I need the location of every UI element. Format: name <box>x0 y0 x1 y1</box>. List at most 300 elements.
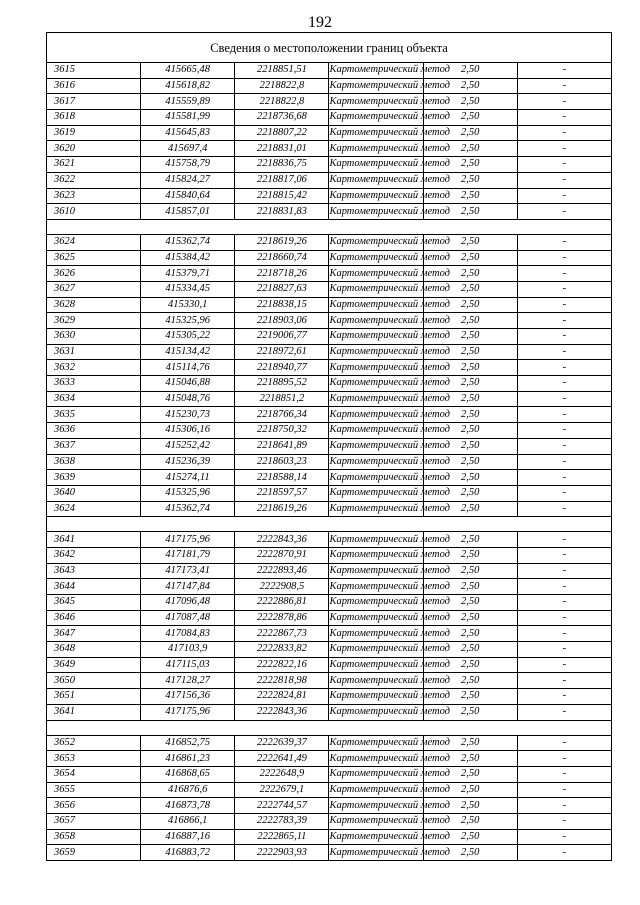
table-row <box>47 610 612 626</box>
table-row <box>47 704 612 720</box>
point-number-cell: 3659 <box>47 845 141 861</box>
description-cell: - <box>517 266 611 282</box>
method-cell: Картометрический метод <box>329 281 423 297</box>
table-row <box>47 266 612 282</box>
table-row <box>47 673 612 689</box>
accuracy-cell: 2,50 <box>423 141 517 157</box>
x-coordinate-cell: 415824,27 <box>141 172 235 188</box>
y-coordinate-cell: 2222865,11 <box>235 829 329 845</box>
separator-cell <box>47 720 612 735</box>
boundary-coordinates-table <box>46 32 612 861</box>
point-number-cell: 3627 <box>47 281 141 297</box>
point-number-cell: 3632 <box>47 360 141 376</box>
x-coordinate-cell: 417103,9 <box>141 642 235 658</box>
description-cell: - <box>517 391 611 407</box>
table-row <box>47 782 612 798</box>
point-number-cell: 3648 <box>47 642 141 658</box>
method-cell: Картометрический метод <box>329 595 423 611</box>
table-row <box>47 485 612 501</box>
table-row <box>47 563 612 579</box>
point-number-cell: 3637 <box>47 438 141 454</box>
description-cell: - <box>517 766 611 782</box>
accuracy-cell: 2,50 <box>423 188 517 204</box>
accuracy-cell: 2,50 <box>423 626 517 642</box>
point-number-cell: 3615 <box>47 63 141 79</box>
method-cell: Картометрический метод <box>329 360 423 376</box>
accuracy-cell: 2,50 <box>423 376 517 392</box>
description-cell: - <box>517 689 611 705</box>
y-coordinate-cell: 2218822,8 <box>235 94 329 110</box>
y-coordinate-cell: 2222783,39 <box>235 813 329 829</box>
y-coordinate-cell: 2222641,49 <box>235 751 329 767</box>
method-cell: Картометрический метод <box>329 423 423 439</box>
y-coordinate-cell: 2222833,82 <box>235 642 329 658</box>
description-cell: - <box>517 485 611 501</box>
table-row <box>47 391 612 407</box>
description-cell: - <box>517 798 611 814</box>
method-cell: Картометрический метод <box>329 735 423 751</box>
description-cell: - <box>517 250 611 266</box>
method-cell: Картометрический метод <box>329 798 423 814</box>
y-coordinate-cell: 2218603,23 <box>235 454 329 470</box>
table-row <box>47 547 612 563</box>
accuracy-cell: 2,50 <box>423 610 517 626</box>
y-coordinate-cell: 2219006,77 <box>235 329 329 345</box>
method-cell: Картометрический метод <box>329 673 423 689</box>
group-separator-row <box>47 720 612 735</box>
point-number-cell: 3635 <box>47 407 141 423</box>
point-number-cell: 3620 <box>47 141 141 157</box>
x-coordinate-cell: 417175,96 <box>141 704 235 720</box>
accuracy-cell: 2,50 <box>423 547 517 563</box>
x-coordinate-cell: 415379,71 <box>141 266 235 282</box>
description-cell: - <box>517 94 611 110</box>
description-cell: - <box>517 329 611 345</box>
table-row <box>47 735 612 751</box>
method-cell: Картометрический метод <box>329 234 423 250</box>
y-coordinate-cell: 2222818,98 <box>235 673 329 689</box>
y-coordinate-cell: 2218851,51 <box>235 63 329 79</box>
table-row <box>47 297 612 313</box>
method-cell: Картометрический метод <box>329 470 423 486</box>
x-coordinate-cell: 415697,4 <box>141 141 235 157</box>
method-cell: Картометрический метод <box>329 563 423 579</box>
method-cell: Картометрический метод <box>329 266 423 282</box>
y-coordinate-cell: 2218851,2 <box>235 391 329 407</box>
table-row <box>47 438 612 454</box>
separator-cell <box>47 219 612 234</box>
page-number: 192 <box>308 14 332 31</box>
table-row <box>47 689 612 705</box>
description-cell: - <box>517 438 611 454</box>
table-row <box>47 532 612 548</box>
y-coordinate-cell: 2222843,36 <box>235 532 329 548</box>
accuracy-cell: 2,50 <box>423 532 517 548</box>
point-number-cell: 3624 <box>47 501 141 517</box>
method-cell: Картометрический метод <box>329 547 423 563</box>
method-cell: Картометрический метод <box>329 813 423 829</box>
x-coordinate-cell: 416868,65 <box>141 766 235 782</box>
method-cell: Картометрический метод <box>329 297 423 313</box>
method-cell: Картометрический метод <box>329 829 423 845</box>
point-number-cell: 3621 <box>47 157 141 173</box>
y-coordinate-cell: 2218641,89 <box>235 438 329 454</box>
x-coordinate-cell: 415857,01 <box>141 204 235 220</box>
description-cell: - <box>517 376 611 392</box>
x-coordinate-cell: 417096,48 <box>141 595 235 611</box>
description-cell: - <box>517 157 611 173</box>
description-cell: - <box>517 642 611 658</box>
y-coordinate-cell: 2218736,68 <box>235 110 329 126</box>
point-number-cell: 3623 <box>47 188 141 204</box>
table-row <box>47 657 612 673</box>
y-coordinate-cell: 2218972,61 <box>235 344 329 360</box>
x-coordinate-cell: 416887,16 <box>141 829 235 845</box>
y-coordinate-cell: 2222867,73 <box>235 626 329 642</box>
method-cell: Картометрический метод <box>329 188 423 204</box>
method-cell: Картометрический метод <box>329 125 423 141</box>
accuracy-cell: 2,50 <box>423 470 517 486</box>
accuracy-cell: 2,50 <box>423 751 517 767</box>
accuracy-cell: 2,50 <box>423 845 517 861</box>
description-cell: - <box>517 626 611 642</box>
accuracy-cell: 2,50 <box>423 234 517 250</box>
x-coordinate-cell: 415581,99 <box>141 110 235 126</box>
accuracy-cell: 2,50 <box>423 735 517 751</box>
accuracy-cell: 2,50 <box>423 813 517 829</box>
accuracy-cell: 2,50 <box>423 704 517 720</box>
accuracy-cell: 2,50 <box>423 501 517 517</box>
y-coordinate-cell: 2218597,57 <box>235 485 329 501</box>
description-cell: - <box>517 751 611 767</box>
accuracy-cell: 2,50 <box>423 281 517 297</box>
y-coordinate-cell: 2218831,83 <box>235 204 329 220</box>
y-coordinate-cell: 2218750,32 <box>235 423 329 439</box>
boundary-table-frame <box>46 32 612 861</box>
table-row <box>47 501 612 517</box>
description-cell: - <box>517 454 611 470</box>
description-cell: - <box>517 360 611 376</box>
table-row <box>47 845 612 861</box>
table-row <box>47 470 612 486</box>
method-cell: Картометрический метод <box>329 438 423 454</box>
x-coordinate-cell: 417173,41 <box>141 563 235 579</box>
description-cell: - <box>517 845 611 861</box>
description-cell: - <box>517 78 611 94</box>
y-coordinate-cell: 2222824,81 <box>235 689 329 705</box>
table-row <box>47 454 612 470</box>
y-coordinate-cell: 2222870,91 <box>235 547 329 563</box>
y-coordinate-cell: 2222639,37 <box>235 735 329 751</box>
method-cell: Картометрический метод <box>329 391 423 407</box>
point-number-cell: 3624 <box>47 234 141 250</box>
x-coordinate-cell: 417087,48 <box>141 610 235 626</box>
accuracy-cell: 2,50 <box>423 407 517 423</box>
y-coordinate-cell: 2218895,52 <box>235 376 329 392</box>
table-row <box>47 407 612 423</box>
x-coordinate-cell: 415840,64 <box>141 188 235 204</box>
point-number-cell: 3642 <box>47 547 141 563</box>
method-cell: Картометрический метод <box>329 407 423 423</box>
table-row <box>47 234 612 250</box>
point-number-cell: 3630 <box>47 329 141 345</box>
method-cell: Картометрический метод <box>329 157 423 173</box>
table-row <box>47 766 612 782</box>
y-coordinate-cell: 2218807,22 <box>235 125 329 141</box>
point-number-cell: 3641 <box>47 704 141 720</box>
table-row <box>47 204 612 220</box>
y-coordinate-cell: 2218619,26 <box>235 501 329 517</box>
point-number-cell: 3645 <box>47 595 141 611</box>
x-coordinate-cell: 415236,39 <box>141 454 235 470</box>
method-cell: Картометрический метод <box>329 172 423 188</box>
y-coordinate-cell: 2218619,26 <box>235 234 329 250</box>
method-cell: Картометрический метод <box>329 657 423 673</box>
table-row <box>47 281 612 297</box>
point-number-cell: 3617 <box>47 94 141 110</box>
x-coordinate-cell: 415559,89 <box>141 94 235 110</box>
x-coordinate-cell: 415330,1 <box>141 297 235 313</box>
table-row <box>47 250 612 266</box>
table-row <box>47 626 612 642</box>
method-cell: Картометрический метод <box>329 344 423 360</box>
x-coordinate-cell: 415334,45 <box>141 281 235 297</box>
point-number-cell: 3628 <box>47 297 141 313</box>
y-coordinate-cell: 2218718,26 <box>235 266 329 282</box>
point-number-cell: 3641 <box>47 532 141 548</box>
y-coordinate-cell: 2218815,42 <box>235 188 329 204</box>
group-separator-row <box>47 219 612 234</box>
x-coordinate-cell: 415305,22 <box>141 329 235 345</box>
accuracy-cell: 2,50 <box>423 798 517 814</box>
accuracy-cell: 2,50 <box>423 94 517 110</box>
table-row <box>47 313 612 329</box>
y-coordinate-cell: 2222893,46 <box>235 563 329 579</box>
method-cell: Картометрический метод <box>329 141 423 157</box>
table-row <box>47 329 612 345</box>
point-number-cell: 3634 <box>47 391 141 407</box>
x-coordinate-cell: 417115,03 <box>141 657 235 673</box>
accuracy-cell: 2,50 <box>423 485 517 501</box>
x-coordinate-cell: 415134,42 <box>141 344 235 360</box>
x-coordinate-cell: 415230,73 <box>141 407 235 423</box>
table-row <box>47 360 612 376</box>
table-row <box>47 141 612 157</box>
y-coordinate-cell: 2222903,93 <box>235 845 329 861</box>
point-number-cell: 3622 <box>47 172 141 188</box>
description-cell: - <box>517 579 611 595</box>
y-coordinate-cell: 2222843,36 <box>235 704 329 720</box>
table-row <box>47 157 612 173</box>
table-row <box>47 172 612 188</box>
x-coordinate-cell: 416876,6 <box>141 782 235 798</box>
accuracy-cell: 2,50 <box>423 689 517 705</box>
accuracy-cell: 2,50 <box>423 642 517 658</box>
method-cell: Картометрический метод <box>329 63 423 79</box>
description-cell: - <box>517 501 611 517</box>
method-cell: Картометрический метод <box>329 532 423 548</box>
accuracy-cell: 2,50 <box>423 423 517 439</box>
accuracy-cell: 2,50 <box>423 563 517 579</box>
accuracy-cell: 2,50 <box>423 657 517 673</box>
method-cell: Картометрический метод <box>329 313 423 329</box>
table-title-row <box>47 33 612 63</box>
y-coordinate-cell: 2222822,16 <box>235 657 329 673</box>
method-cell: Картометрический метод <box>329 454 423 470</box>
accuracy-cell: 2,50 <box>423 110 517 126</box>
point-number-cell: 3625 <box>47 250 141 266</box>
y-coordinate-cell: 2222648,9 <box>235 766 329 782</box>
point-number-cell: 3633 <box>47 376 141 392</box>
y-coordinate-cell: 2218817,06 <box>235 172 329 188</box>
table-row <box>47 188 612 204</box>
y-coordinate-cell: 2218836,75 <box>235 157 329 173</box>
x-coordinate-cell: 415046,88 <box>141 376 235 392</box>
group-separator-row <box>47 517 612 532</box>
point-number-cell: 3644 <box>47 579 141 595</box>
table-row <box>47 579 612 595</box>
accuracy-cell: 2,50 <box>423 313 517 329</box>
y-coordinate-cell: 2222744,57 <box>235 798 329 814</box>
description-cell: - <box>517 547 611 563</box>
x-coordinate-cell: 415306,16 <box>141 423 235 439</box>
x-coordinate-cell: 415665,48 <box>141 63 235 79</box>
method-cell: Картометрический метод <box>329 376 423 392</box>
point-number-cell: 3651 <box>47 689 141 705</box>
x-coordinate-cell: 415618,82 <box>141 78 235 94</box>
x-coordinate-cell: 417084,83 <box>141 626 235 642</box>
x-coordinate-cell: 416861,23 <box>141 751 235 767</box>
point-number-cell: 3658 <box>47 829 141 845</box>
accuracy-cell: 2,50 <box>423 125 517 141</box>
y-coordinate-cell: 2222679,1 <box>235 782 329 798</box>
method-cell: Картометрический метод <box>329 642 423 658</box>
table-row <box>47 344 612 360</box>
table-row <box>47 751 612 767</box>
accuracy-cell: 2,50 <box>423 266 517 282</box>
x-coordinate-cell: 415048,76 <box>141 391 235 407</box>
y-coordinate-cell: 2218831,01 <box>235 141 329 157</box>
method-cell: Картометрический метод <box>329 704 423 720</box>
description-cell: - <box>517 610 611 626</box>
point-number-cell: 3647 <box>47 626 141 642</box>
x-coordinate-cell: 415325,96 <box>141 313 235 329</box>
description-cell: - <box>517 813 611 829</box>
method-cell: Картометрический метод <box>329 110 423 126</box>
accuracy-cell: 2,50 <box>423 360 517 376</box>
y-coordinate-cell: 2218827,63 <box>235 281 329 297</box>
description-cell: - <box>517 297 611 313</box>
x-coordinate-cell: 415758,79 <box>141 157 235 173</box>
table-row <box>47 94 612 110</box>
y-coordinate-cell: 2218588,14 <box>235 470 329 486</box>
method-cell: Картометрический метод <box>329 751 423 767</box>
table-row <box>47 829 612 845</box>
point-number-cell: 3650 <box>47 673 141 689</box>
method-cell: Картометрический метод <box>329 250 423 266</box>
method-cell: Картометрический метод <box>329 626 423 642</box>
x-coordinate-cell: 417156,36 <box>141 689 235 705</box>
table-row <box>47 376 612 392</box>
description-cell: - <box>517 563 611 579</box>
description-cell: - <box>517 172 611 188</box>
accuracy-cell: 2,50 <box>423 454 517 470</box>
description-cell: - <box>517 657 611 673</box>
x-coordinate-cell: 417175,96 <box>141 532 235 548</box>
accuracy-cell: 2,50 <box>423 766 517 782</box>
description-cell: - <box>517 704 611 720</box>
point-number-cell: 3616 <box>47 78 141 94</box>
accuracy-cell: 2,50 <box>423 329 517 345</box>
accuracy-cell: 2,50 <box>423 344 517 360</box>
point-number-cell: 3649 <box>47 657 141 673</box>
x-coordinate-cell: 415645,83 <box>141 125 235 141</box>
method-cell: Картометрический метод <box>329 501 423 517</box>
table-row <box>47 110 612 126</box>
x-coordinate-cell: 415114,76 <box>141 360 235 376</box>
description-cell: - <box>517 63 611 79</box>
accuracy-cell: 2,50 <box>423 782 517 798</box>
method-cell: Картометрический метод <box>329 845 423 861</box>
separator-cell <box>47 517 612 532</box>
point-number-cell: 3653 <box>47 751 141 767</box>
method-cell: Картометрический метод <box>329 94 423 110</box>
y-coordinate-cell: 2222878,86 <box>235 610 329 626</box>
description-cell: - <box>517 204 611 220</box>
y-coordinate-cell: 2218903,06 <box>235 313 329 329</box>
y-coordinate-cell: 2222886,81 <box>235 595 329 611</box>
method-cell: Картометрический метод <box>329 78 423 94</box>
description-cell: - <box>517 532 611 548</box>
y-coordinate-cell: 2218660,74 <box>235 250 329 266</box>
x-coordinate-cell: 417147,84 <box>141 579 235 595</box>
point-number-cell: 3639 <box>47 470 141 486</box>
description-cell: - <box>517 829 611 845</box>
description-cell: - <box>517 281 611 297</box>
accuracy-cell: 2,50 <box>423 673 517 689</box>
table-row <box>47 798 612 814</box>
accuracy-cell: 2,50 <box>423 829 517 845</box>
point-number-cell: 3640 <box>47 485 141 501</box>
point-number-cell: 3643 <box>47 563 141 579</box>
table-row <box>47 78 612 94</box>
point-number-cell: 3629 <box>47 313 141 329</box>
description-cell: - <box>517 673 611 689</box>
point-number-cell: 3636 <box>47 423 141 439</box>
method-cell: Картометрический метод <box>329 689 423 705</box>
x-coordinate-cell: 415252,42 <box>141 438 235 454</box>
description-cell: - <box>517 110 611 126</box>
table-row <box>47 63 612 79</box>
description-cell: - <box>517 595 611 611</box>
accuracy-cell: 2,50 <box>423 157 517 173</box>
accuracy-cell: 2,50 <box>423 250 517 266</box>
description-cell: - <box>517 344 611 360</box>
x-coordinate-cell: 416873,78 <box>141 798 235 814</box>
point-number-cell: 3656 <box>47 798 141 814</box>
y-coordinate-cell: 2218822,8 <box>235 78 329 94</box>
description-cell: - <box>517 141 611 157</box>
x-coordinate-cell: 416852,75 <box>141 735 235 751</box>
table-title: Сведения о местоположении границ объекта <box>47 33 612 63</box>
method-cell: Картометрический метод <box>329 579 423 595</box>
description-cell: - <box>517 125 611 141</box>
point-number-cell: 3631 <box>47 344 141 360</box>
method-cell: Картометрический метод <box>329 485 423 501</box>
description-cell: - <box>517 423 611 439</box>
y-coordinate-cell: 2222908,5 <box>235 579 329 595</box>
method-cell: Картометрический метод <box>329 204 423 220</box>
